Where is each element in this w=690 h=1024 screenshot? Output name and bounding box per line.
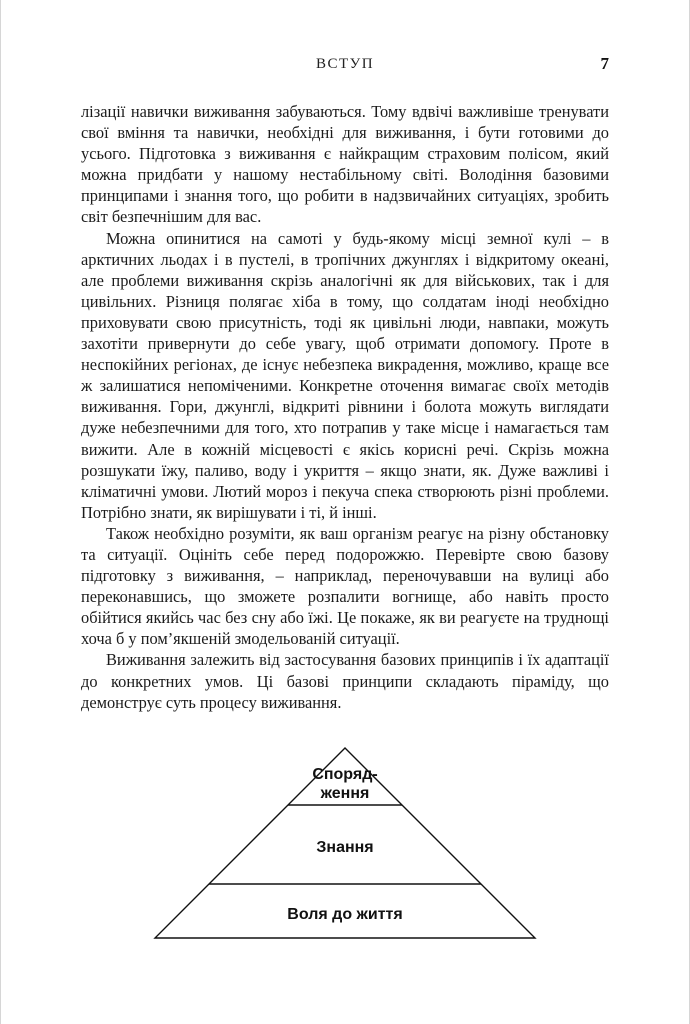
paragraph-3: Також необхідно розуміти, як ваш організм реагує на різну обстановку та ситуації. Оцініть себе перед подорожжю. Перевірте свою базову підготовку з виживання, – наприклад, переночувавши на вулиці або переконавшись, що зможете розпалити вогнище, або навіть просто обійтися якийсь час без сну або їжі. Це покаже, як ви реагуєте на труднощі хоча б у пом’якшеній змодельованій ситуації. xyxy=(81,523,609,649)
pyramid-svg xyxy=(135,742,555,944)
pyramid-top-label-line2: ження xyxy=(320,784,370,802)
pyramid-middle-label: Знання xyxy=(316,838,374,856)
paragraph-2: Можна опинитися на самоті у будь-якому місці земної кулі – в арктичних льодах і в пустелі, в тропічних джунглях і відкритому океані, але проблеми виживання скрізь аналогічні як для військових, так і для цивільних. Різниця полягає хіба в тому, що солдатам іноді необхідно приховувати свою присутність, тоді як цивільні люди, навпаки, можуть захотіти привернути до себе увагу, щоб отримати допомогу. Проте в неспокійних регіонах, де існує небезпека викрадення, можливо, краще все ж залишатися непоміченими. Конкретне оточення вимагає своїх методів виживання. Гори, джунглі, відкриті рівнини і болота можуть виглядати дуже небезпечними для того, хто потрапив у таке місце і намагається там вижити. Але в кожній місцевості є якісь корисні речі. Скрізь можна розшукати їжу, паливо, воду і укриття – якщо знати, як. Дуже важливі і кліматичні умови. Лютий мороз і пекуча спека створюють різні проблеми. Потрібно знати, як вирішувати і ті, й інші. xyxy=(81,228,609,522)
paragraph-4: Виживання залежить від застосування базових принципів і їх адаптації до конкретних умов. Ці базові принципи складають піраміду, що демонструє суть процесу виживання. xyxy=(81,650,609,712)
paragraph-1: лізації навички виживання забуваються. Тому вдвічі важливіше тренувати свої вміння та навички, необхідні для виживання, і бути готовими до усього. Підготовка з виживання є найкращим страховим полісом, який можна придбати у нашому нестабільному світі. Володіння базовими принципами і знання того, що робити в надзвичайних ситуаціях, зробить світ безпечнішим для вас. xyxy=(81,102,609,227)
pyramid-bottom-label: Воля до життя xyxy=(287,905,403,923)
page-header xyxy=(81,56,609,78)
body-text xyxy=(81,101,609,713)
pyramid-top-label-line1: Споряд- xyxy=(312,765,378,783)
page-number: 7 xyxy=(600,54,609,73)
survival-pyramid-diagram xyxy=(1,742,689,949)
chapter-title: ВСТУП xyxy=(315,56,375,72)
